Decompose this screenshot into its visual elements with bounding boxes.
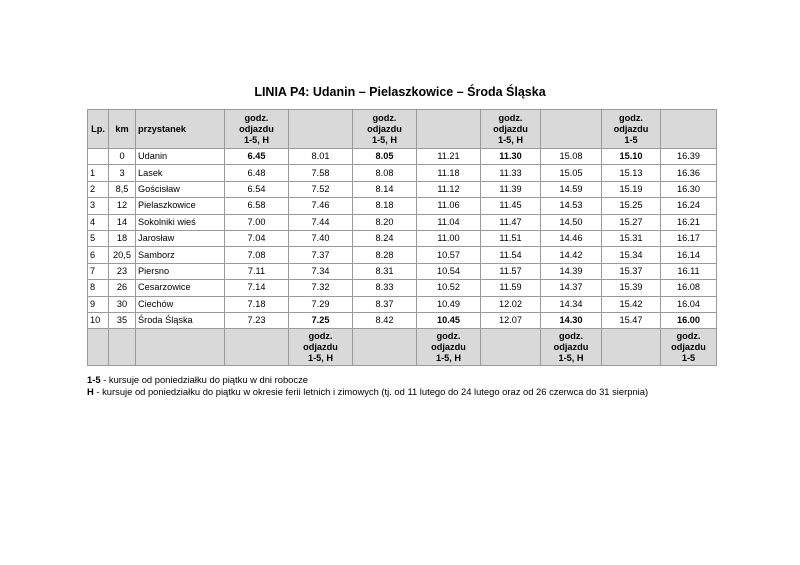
row-number: 1 (88, 165, 109, 181)
departure-time: 6.54 (225, 181, 289, 197)
departure-time: 7.44 (289, 214, 353, 230)
departure-time: 10.45 (417, 312, 481, 328)
departure-time: 7.11 (225, 263, 289, 279)
departure-time: 15.37 (602, 263, 661, 279)
departure-time: 8.33 (353, 280, 417, 296)
departure-time: 10.52 (417, 280, 481, 296)
row-number: 8 (88, 280, 109, 296)
departure-time: 11.54 (481, 247, 541, 263)
departure-time: 11.21 (417, 149, 481, 165)
note-key: H (87, 386, 94, 397)
footer-blank (109, 329, 136, 366)
footer-blank (602, 329, 661, 366)
row-stop-name: Gościsław (136, 181, 225, 197)
row-number: 10 (88, 312, 109, 328)
departure-time: 14.50 (541, 214, 602, 230)
header-blank (289, 110, 353, 149)
departure-time: 15.47 (602, 312, 661, 328)
departure-time: 8.18 (353, 198, 417, 214)
departure-time: 6.58 (225, 198, 289, 214)
timetable (87, 109, 717, 366)
row-number: 5 (88, 230, 109, 246)
departure-time: 15.13 (602, 165, 661, 181)
row-number: 4 (88, 214, 109, 230)
row-km: 0 (109, 149, 136, 165)
departure-time: 11.59 (481, 280, 541, 296)
departure-time: 16.14 (661, 247, 717, 263)
departure-time: 11.47 (481, 214, 541, 230)
table-footer-row (88, 329, 717, 366)
footer-blank (88, 329, 109, 366)
departure-time: 11.39 (481, 181, 541, 197)
departure-time: 14.59 (541, 181, 602, 197)
footer-blank (136, 329, 225, 366)
departure-time: 7.14 (225, 280, 289, 296)
header-departure-d: godz. odjazdu 1-5 (602, 110, 661, 149)
departure-time: 11.18 (417, 165, 481, 181)
departure-time: 10.54 (417, 263, 481, 279)
header-blank (417, 110, 481, 149)
departure-time: 6.48 (225, 165, 289, 181)
departure-time: 12.02 (481, 296, 541, 312)
row-stop-name: Sokolniki wieś (136, 214, 225, 230)
row-stop-name: Ciechów (136, 296, 225, 312)
row-km: 23 (109, 263, 136, 279)
departure-time: 7.46 (289, 198, 353, 214)
note-line (87, 374, 648, 386)
row-km: 35 (109, 312, 136, 328)
departure-time: 16.00 (661, 312, 717, 328)
departure-time: 16.17 (661, 230, 717, 246)
departure-time: 11.57 (481, 263, 541, 279)
note-key: 1-5 (87, 374, 101, 385)
row-stop-name: Udanin (136, 149, 225, 165)
departure-time: 7.29 (289, 296, 353, 312)
departure-time: 11.30 (481, 149, 541, 165)
departure-time: 11.06 (417, 198, 481, 214)
table-row (88, 312, 717, 328)
departure-time: 15.10 (602, 149, 661, 165)
note-text: - kursuje od poniedziałku do piątku w okresie ferii letnich i zimowych (tj. od 11 lutego do 24 lutego oraz od 26 czerwca do 31 sierpnia) (93, 386, 649, 397)
table-row (88, 247, 717, 263)
row-stop-name: Pielaszkowice (136, 198, 225, 214)
departure-time: 15.27 (602, 214, 661, 230)
row-km: 20,5 (109, 247, 136, 263)
header-stop: przystanek (136, 110, 225, 149)
departure-time: 7.32 (289, 280, 353, 296)
departure-time: 16.11 (661, 263, 717, 279)
timetable-title: LINIA P4: Udanin – Pielaszkowice – Środa Śląska (254, 85, 546, 99)
departure-time: 16.36 (661, 165, 717, 181)
row-stop-name: Samborz (136, 247, 225, 263)
departure-time: 8.05 (353, 149, 417, 165)
departure-time: 15.25 (602, 198, 661, 214)
table-row (88, 230, 717, 246)
departure-time: 14.34 (541, 296, 602, 312)
departure-time: 11.04 (417, 214, 481, 230)
header-blank (661, 110, 717, 149)
table-header-row (88, 110, 717, 149)
row-number (88, 149, 109, 165)
footer-blank (481, 329, 541, 366)
departure-time: 11.51 (481, 230, 541, 246)
departure-time: 14.30 (541, 312, 602, 328)
row-number: 3 (88, 198, 109, 214)
departure-time: 11.45 (481, 198, 541, 214)
departure-time: 7.00 (225, 214, 289, 230)
departure-time: 15.05 (541, 165, 602, 181)
departure-time: 16.08 (661, 280, 717, 296)
departure-time: 14.39 (541, 263, 602, 279)
row-stop-name: Jarosław (136, 230, 225, 246)
row-number: 7 (88, 263, 109, 279)
departure-time: 14.46 (541, 230, 602, 246)
departure-time: 15.34 (602, 247, 661, 263)
departure-time: 8.37 (353, 296, 417, 312)
table-row (88, 214, 717, 230)
departure-time: 16.04 (661, 296, 717, 312)
departure-time: 7.18 (225, 296, 289, 312)
departure-time: 16.24 (661, 198, 717, 214)
departure-time: 7.04 (225, 230, 289, 246)
row-km: 8,5 (109, 181, 136, 197)
departure-time: 14.37 (541, 280, 602, 296)
row-km: 12 (109, 198, 136, 214)
departure-time: 12.07 (481, 312, 541, 328)
departure-time: 16.39 (661, 149, 717, 165)
departure-time: 11.33 (481, 165, 541, 181)
departure-time: 11.12 (417, 181, 481, 197)
departure-time: 8.42 (353, 312, 417, 328)
row-km: 3 (109, 165, 136, 181)
departure-time: 7.58 (289, 165, 353, 181)
departure-time: 7.34 (289, 263, 353, 279)
row-km: 30 (109, 296, 136, 312)
note-text: - kursuje od poniedziałku do piątku w dni robocze (100, 374, 308, 385)
row-km: 18 (109, 230, 136, 246)
header-departure-c: godz. odjazdu 1-5, H (481, 110, 541, 149)
departure-time: 7.23 (225, 312, 289, 328)
departure-time: 8.28 (353, 247, 417, 263)
row-stop-name: Piersno (136, 263, 225, 279)
table-row (88, 263, 717, 279)
departure-time: 6.45 (225, 149, 289, 165)
row-number: 9 (88, 296, 109, 312)
departure-time: 8.14 (353, 181, 417, 197)
footer-blank (353, 329, 417, 366)
departure-time: 16.30 (661, 181, 717, 197)
row-km: 14 (109, 214, 136, 230)
header-departure-b: godz. odjazdu 1-5, H (353, 110, 417, 149)
row-number: 2 (88, 181, 109, 197)
table-row (88, 181, 717, 197)
departure-time: 15.31 (602, 230, 661, 246)
header-km: km (109, 110, 136, 149)
departure-time: 8.31 (353, 263, 417, 279)
departure-time: 15.19 (602, 181, 661, 197)
header-lp: Lp. (88, 110, 109, 149)
departure-time: 7.25 (289, 312, 353, 328)
departure-time: 7.37 (289, 247, 353, 263)
row-stop-name: Środa Śląska (136, 312, 225, 328)
table-row (88, 296, 717, 312)
table-row (88, 165, 717, 181)
footer-departure-b: godz. odjazdu 1-5, H (417, 329, 481, 366)
footer-departure-c: godz. odjazdu 1-5, H (541, 329, 602, 366)
header-blank (541, 110, 602, 149)
row-stop-name: Cesarzowice (136, 280, 225, 296)
footer-departure-a: godz. odjazdu 1-5, H (289, 329, 353, 366)
header-departure-a: godz. odjazdu 1-5, H (225, 110, 289, 149)
departure-time: 7.08 (225, 247, 289, 263)
departure-time: 11.00 (417, 230, 481, 246)
departure-time: 15.42 (602, 296, 661, 312)
note-line (87, 386, 648, 398)
departure-time: 15.08 (541, 149, 602, 165)
table-row (88, 280, 717, 296)
departure-time: 14.53 (541, 198, 602, 214)
table-row (88, 198, 717, 214)
departure-time: 8.08 (353, 165, 417, 181)
departure-time: 8.20 (353, 214, 417, 230)
departure-time: 10.57 (417, 247, 481, 263)
footer-departure-d: godz. odjazdu 1-5 (661, 329, 717, 366)
departure-time: 8.01 (289, 149, 353, 165)
row-number: 6 (88, 247, 109, 263)
departure-time: 14.42 (541, 247, 602, 263)
departure-time: 7.52 (289, 181, 353, 197)
departure-time: 8.24 (353, 230, 417, 246)
row-km: 26 (109, 280, 136, 296)
footer-blank (225, 329, 289, 366)
legend-notes (87, 374, 648, 398)
departure-time: 15.39 (602, 280, 661, 296)
row-stop-name: Lasek (136, 165, 225, 181)
departure-time: 16.21 (661, 214, 717, 230)
departure-time: 7.40 (289, 230, 353, 246)
table-row (88, 149, 717, 165)
departure-time: 10.49 (417, 296, 481, 312)
